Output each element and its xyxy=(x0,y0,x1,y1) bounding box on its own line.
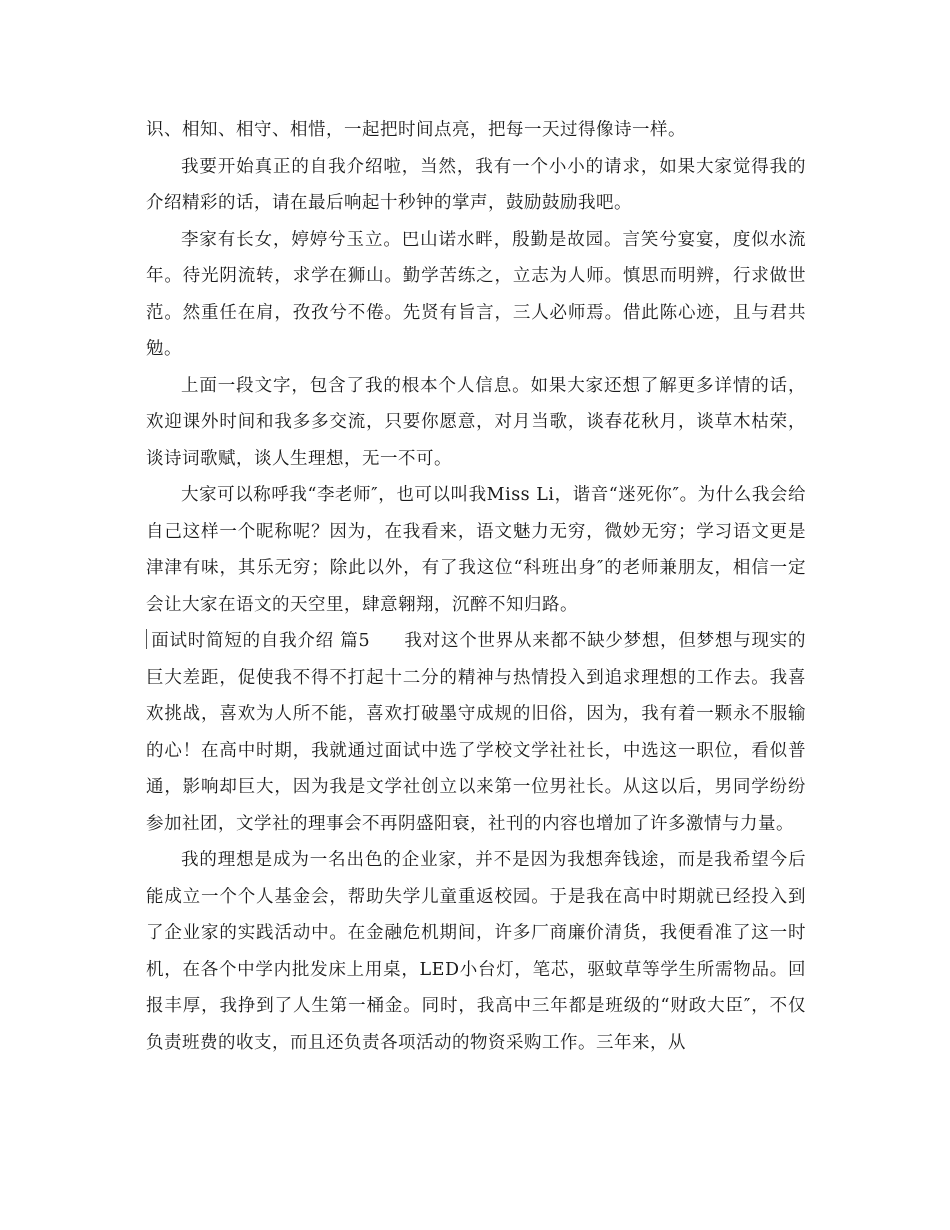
paragraph: 我要开始真正的自我介绍啦，当然，我有一个小小的请求，如果大家觉得我的介绍精彩的话，请在最后响起十秒钟的掌声，鼓励鼓励我吧。 xyxy=(146,156,806,213)
paragraph: 我的理想是成为一名出色的企业家，并不是因为我想奔钱途，而是我希望今后能成立一个个人基金会，帮助失学儿童重返校园。于是我在高中时期就已经投入到了企业家的实践活动中。在金融危机期间，许多厂商廉价清货，我便看准了这一时机，在各个中学内批发床上用桌，LED小台灯，笔芯，驱蚊草等学生所需物品。回报丰厚，我挣到了人生第一桶金。同时，我高中三年都是班级的“财政大臣″，不仅负责班费的收支，而且还负责各项活动的物资采购工作。三年来，从 xyxy=(146,850,806,1053)
document-body xyxy=(146,112,806,1061)
paragraph: 上面一段文字，包含了我的根本个人信息。如果大家还想了解更多详情的话，欢迎课外时间和我多多交流，只要你愿意，对月当歌，谈春花秋月，谈草木枯荣，谈诗词歌赋，谈人生理想，无一不可。 xyxy=(146,375,806,469)
paragraph: 李家有长女，婷婷兮玉立。巴山诺水畔，殷勤是故园。言笑兮宴宴，度似水流年。待光阴流转，求学在狮山。勤学苦练之，立志为人师。慎思而明辨，行求做世范。然重任在肩，孜孜兮不倦。先贤有旨言，三人必师焉。借此陈心迹，且与君共勉。 xyxy=(146,229,806,359)
paragraph-continued: 识、相知、相守、相惜，一起把时间点亮，把每一天过得像诗一样。 xyxy=(146,120,686,140)
heading-marker xyxy=(146,629,147,649)
section-paragraph: 我对这个世界从来都不缺少梦想，但梦想与现实的巨大差距，促使我不得不打起十二分的精神与热情投入到追求理想的工作去。我喜欢挑战，喜欢为人所不能，喜欢打破墨守成规的旧俗，因为，我有着一颗永不服输的心！在高中时期，我就通过面试中选了学校文学社社长，中选这一职位，看似普通，影响却巨大，因为我是文学社创立以来第一位男社长。从这以后，男同学纷纷参加社团，文学社的理事会不再阴盛阳衰，社刊的内容也增加了许多激情与力量。 xyxy=(146,631,806,834)
section-heading: 面试时简短的自我介绍 篇5 xyxy=(151,631,371,651)
section-block xyxy=(146,623,806,842)
paragraph: 大家可以称呼我“李老师″，也可以叫我Miss Li，谐音“迷死你″。为什么我会给自己这样一个昵称呢？因为，在我看来，语文魅力无穷，微妙无穷；学习语文更是津津有味，其乐无穷；除此以外，有了我这位“科班出身″的老师兼朋友，相信一定会让大家在语文的天空里，肆意翱翔，沉醉不知归路。 xyxy=(146,485,806,615)
